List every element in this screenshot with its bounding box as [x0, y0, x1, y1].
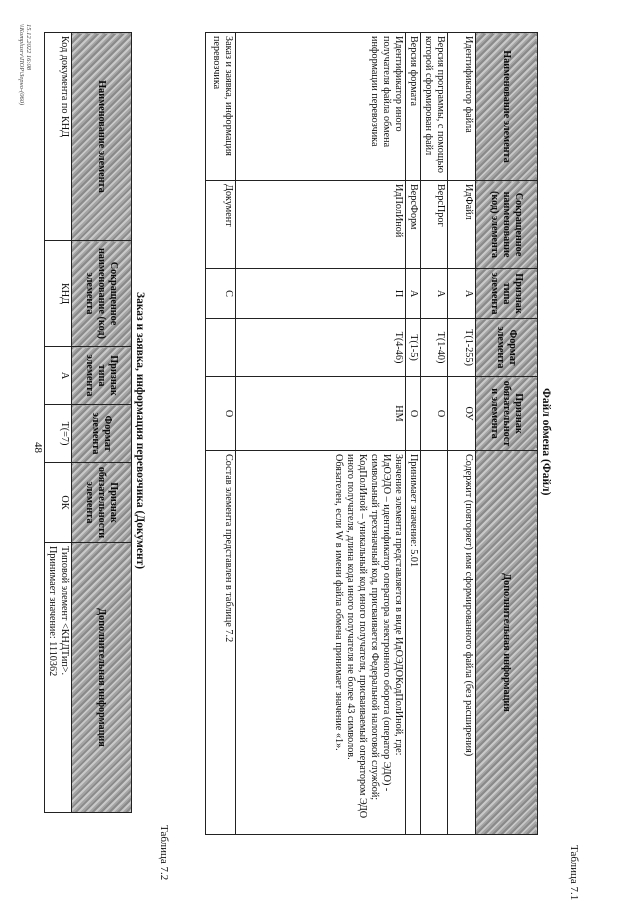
- table2-label: Таблица 7.2: [158, 825, 170, 881]
- table-cell: Идентификатор файла: [448, 33, 476, 181]
- table-cell: Содержит (повторяет) имя сформированного файла (без расширения): [448, 451, 476, 835]
- table-cell: ВерсФорм: [406, 181, 421, 269]
- file-footer: [18, 24, 32, 105]
- table-cell: Состав элемента представлен в таблице 7.2: [206, 451, 236, 835]
- table1-header-cell: Признак обязательности элемента: [476, 377, 538, 451]
- table2-header-cell: Признак обязательности элемента: [72, 463, 132, 543]
- page-number: 48: [32, 442, 44, 453]
- table-cell: ОУ: [448, 377, 476, 451]
- table-cell: О: [421, 377, 448, 451]
- table1-header-cell: Сокращенное наименование (код) элемента: [476, 181, 538, 269]
- table-cell: О: [206, 377, 236, 451]
- table-row: [206, 33, 236, 835]
- table-row: [406, 33, 421, 835]
- table-cell: О: [406, 377, 421, 451]
- table-cell: Заказ и заявка, информация перевозчика: [206, 33, 236, 181]
- table1-header-row: [476, 33, 538, 835]
- table-cell: А: [406, 269, 421, 319]
- table1-header-cell: Формат элемента: [476, 319, 538, 377]
- table-cell: Версия формата: [406, 33, 421, 181]
- table-cell: Т(1-255): [448, 319, 476, 377]
- table-cell: А: [45, 347, 72, 405]
- table2-header-cell: Признак типа элемента: [72, 347, 132, 405]
- table-cell: Т(1-40): [421, 319, 448, 377]
- table-cell: С: [206, 269, 236, 319]
- table-row: [421, 33, 448, 835]
- table-cell: Версия программы, с помощью которой сформирован файл: [421, 33, 448, 181]
- table-cell: П: [236, 269, 406, 319]
- table-cell: Принимает значение: 5.01: [406, 451, 421, 835]
- table-cell: Значение элемента представляется в виде ИдОЭДОКодПолИной, где: ИдОЭДО – идентификатор оператора электронного оборота (оператор ЭДО) - символьный трехзначный код, присваивается Федеральной налоговой службой; КодПолИной – уникальный код иного получателя, присваиваемый оператором ЭДО иного получателя, длина кода иного получателя не более 43 символов. Обязателен, если W в имени файла обмена принимает значение «1».: [236, 451, 406, 835]
- table2-header-cell: Сокращенное наименование (код) элемента: [72, 241, 132, 347]
- table2-header-cell: Формат элемента: [72, 405, 132, 463]
- table-cell: Т(=7): [45, 405, 72, 463]
- table-cell: ОК: [45, 463, 72, 543]
- footer-timestamp: 15.12.2022 16:08: [25, 24, 32, 71]
- table-cell: А: [448, 269, 476, 319]
- table-cell: Идентификатор иного получателя файла обмена информации перевозчика: [236, 33, 406, 181]
- table-cell: А: [421, 269, 448, 319]
- table1-label: Таблица 7.1: [568, 845, 580, 901]
- table-cell: НМ: [236, 377, 406, 451]
- table-cell: ВерсПрог: [421, 181, 448, 269]
- table2-header-cell: Дополнительная информация: [72, 543, 132, 813]
- table-cell: ИдПолИной: [236, 181, 406, 269]
- table1-title: Файл обмена (Файл): [540, 388, 552, 496]
- table2-header-cell: Наименование элемента: [72, 33, 132, 241]
- table-cell: [421, 451, 448, 835]
- table-cell: Т(4-46): [236, 319, 406, 377]
- footer-path: \\Komplusrv\ПОР\Зерно-(060): [18, 24, 25, 106]
- table1-header-cell: Дополнительная информация: [476, 451, 538, 835]
- table-cell: Т(1-5): [406, 319, 421, 377]
- table-cell: Документ: [206, 181, 236, 269]
- table-cell: Код документа по КНД: [45, 33, 72, 241]
- table2-title: Заказ и заявка, информация перевозчика (Документ): [134, 292, 146, 570]
- table-cell: КНД: [45, 241, 72, 347]
- table2: [44, 32, 132, 813]
- table-cell: Типовой элемент <КНДТип>. Принимает значение: 1110362: [45, 543, 72, 813]
- table-row: [45, 33, 72, 813]
- table2-header-row: [72, 33, 132, 813]
- table-cell: ИдФайл: [448, 181, 476, 269]
- table-row: [236, 33, 406, 835]
- table1: [205, 32, 538, 835]
- table1-header-cell: Наименование элемента: [476, 33, 538, 181]
- table-cell: [206, 319, 236, 377]
- table1-header-cell: Признак типа элемента: [476, 269, 538, 319]
- table-row: [448, 33, 476, 835]
